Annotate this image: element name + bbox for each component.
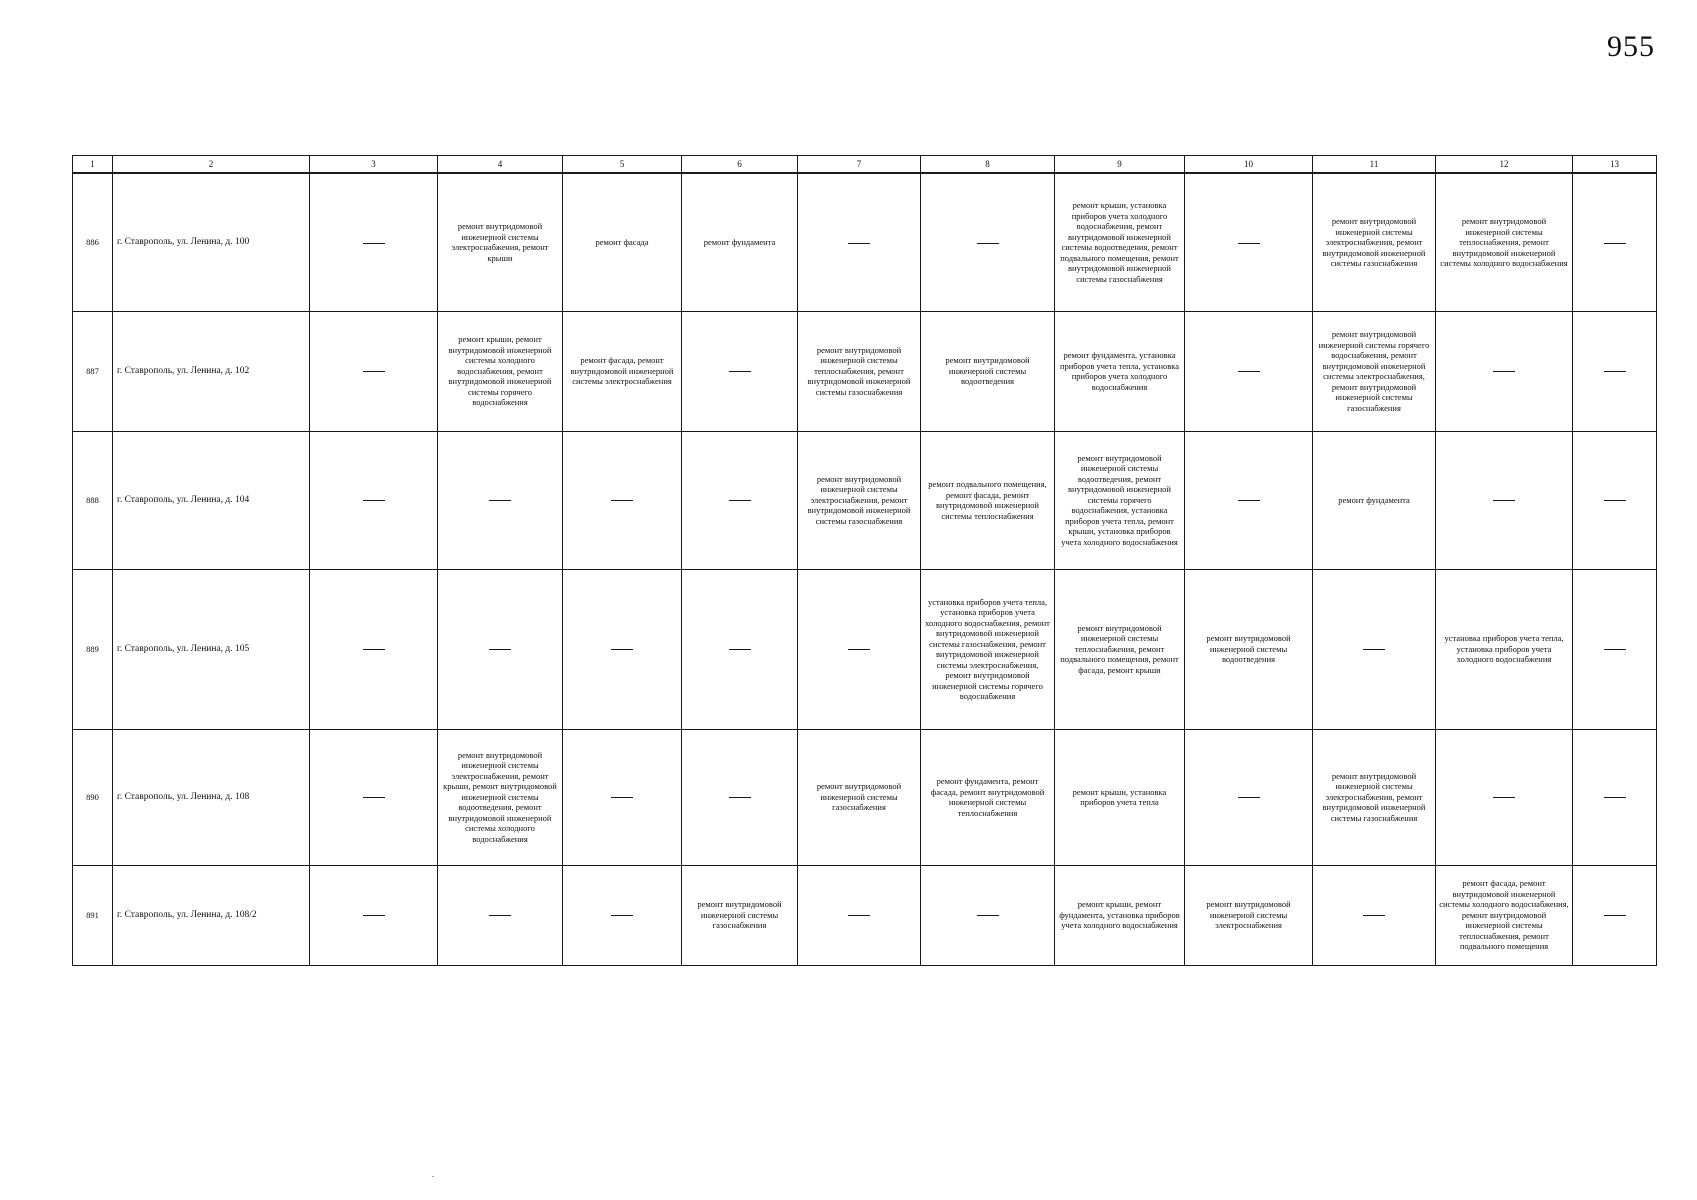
table-row [73, 431, 1657, 569]
work-description-text: ремонт внутридомовой инженерной системы водоотведения [945, 355, 1030, 387]
empty-dash-cell [310, 865, 438, 965]
work-description-cell [798, 431, 921, 569]
work-description-cell [798, 311, 921, 431]
empty-dash-cell [798, 569, 921, 729]
table-row [73, 865, 1657, 965]
empty-dash-cell [563, 729, 682, 865]
work-description-text: ремонт внутридомовой инженерной системы теплоснабжения, ремонт внутридомовой инженерной системы холодного водоснабжения [1440, 216, 1568, 268]
empty-dash-cell [1573, 311, 1657, 431]
work-description-cell [921, 729, 1055, 865]
empty-dash-cell [921, 173, 1055, 311]
work-description-text: ремонт крыши, установка приборов учета тепла [1072, 786, 1167, 807]
column-header: 1 [73, 156, 113, 174]
empty-dash-cell [682, 569, 798, 729]
dash-mark [848, 915, 870, 916]
empty-dash-cell [1313, 865, 1436, 965]
work-description-text: ремонт внутридомовой инженерной системы электроснабжения, ремонт внутридомовой инженерной системы газоснабжения [1322, 216, 1426, 268]
work-description-text: ремонт фасада, ремонт внутридомовой инженерной системы электроснабжения [570, 355, 674, 387]
address-cell: г. Ставрополь, ул. Ленина, д. 108 [113, 729, 310, 865]
empty-dash-cell [1185, 729, 1313, 865]
dash-mark [729, 649, 751, 650]
work-description-cell [1436, 569, 1573, 729]
dash-mark [1238, 243, 1260, 244]
column-header: 3 [310, 156, 438, 174]
dash-mark [363, 649, 385, 650]
work-description-cell [1055, 311, 1185, 431]
column-header: 2 [113, 156, 310, 174]
work-description-text: ремонт внутридомовой инженерной системы электроснабжения, ремонт внутридомовой инженерной системы газоснабжения [807, 473, 911, 526]
dash-mark [1238, 371, 1260, 372]
dash-mark [1604, 500, 1626, 501]
repair-schedule-table [72, 155, 1657, 966]
work-description-text: ремонт крыши, ремонт внутридомовой инженерной системы холодного водоснабжения, ремонт внутридомовой инженерной системы горячего водоснабжения [448, 334, 552, 408]
empty-dash-cell [438, 865, 563, 965]
dash-mark [729, 371, 751, 372]
row-number-cell: 886 [73, 173, 113, 311]
work-description-cell [563, 311, 682, 431]
dash-mark [489, 915, 511, 916]
column-header: 8 [921, 156, 1055, 174]
column-number-header-row [73, 156, 1657, 174]
empty-dash-cell [1573, 729, 1657, 865]
work-description-cell [1185, 569, 1313, 729]
work-description-text: ремонт крыши, ремонт фундамента, установка приборов учета холодного водоснабжения [1059, 899, 1180, 931]
page-number: 955 [1607, 30, 1655, 63]
work-description-text: ремонт внутридомовой инженерной системы газоснабжения [697, 899, 782, 931]
empty-dash-cell [563, 431, 682, 569]
table-row [73, 569, 1657, 729]
work-description-cell [1436, 865, 1573, 965]
dash-mark [1604, 797, 1626, 798]
empty-dash-cell [310, 311, 438, 431]
dash-mark [1493, 500, 1515, 501]
work-description-cell [1313, 729, 1436, 865]
empty-dash-cell [310, 729, 438, 865]
address-cell: г. Ставрополь, ул. Ленина, д. 104 [113, 431, 310, 569]
dash-mark [729, 797, 751, 798]
column-header: 7 [798, 156, 921, 174]
work-description-text: ремонт внутридомовой инженерной системы электроснабжения [1206, 899, 1291, 931]
repair-schedule-table-container [72, 155, 1656, 966]
column-header: 13 [1573, 156, 1657, 174]
dash-mark [1604, 243, 1626, 244]
address-cell: г. Ставрополь, ул. Ленина, д. 102 [113, 311, 310, 431]
empty-dash-cell [563, 569, 682, 729]
work-description-cell [682, 173, 798, 311]
dash-mark [1604, 915, 1626, 916]
work-description-cell [1055, 569, 1185, 729]
empty-dash-cell [1436, 729, 1573, 865]
empty-dash-cell [1573, 173, 1657, 311]
work-description-text: ремонт внутридомовой инженерной системы водоотведения [1206, 633, 1291, 665]
dash-mark [611, 649, 633, 650]
empty-dash-cell [798, 173, 921, 311]
address-cell: г. Ставрополь, ул. Ленина, д. 100 [113, 173, 310, 311]
empty-dash-cell [1436, 311, 1573, 431]
work-description-cell [1313, 311, 1436, 431]
work-description-cell [1185, 865, 1313, 965]
dash-mark [848, 649, 870, 650]
table-row [73, 173, 1657, 311]
empty-dash-cell [682, 431, 798, 569]
column-header: 10 [1185, 156, 1313, 174]
work-description-text: ремонт внутридомовой инженерной системы электроснабжения, ремонт внутридомовой инженерной системы газоснабжения [1322, 770, 1426, 823]
dash-mark [611, 797, 633, 798]
dash-mark [729, 500, 751, 501]
work-description-cell [1313, 431, 1436, 569]
work-description-cell [921, 431, 1055, 569]
table-row [73, 729, 1657, 865]
work-description-cell [1055, 173, 1185, 311]
work-description-cell [798, 729, 921, 865]
dash-mark [611, 500, 633, 501]
scan-mark: . [432, 1170, 434, 1179]
work-description-text: установка приборов учета тепла, установка приборов учета холодного водоснабжения [1444, 633, 1564, 665]
dash-mark [1493, 371, 1515, 372]
column-header: 12 [1436, 156, 1573, 174]
empty-dash-cell [1185, 311, 1313, 431]
empty-dash-cell [1185, 431, 1313, 569]
work-description-cell [1436, 173, 1573, 311]
column-header: 5 [563, 156, 682, 174]
row-number-cell: 889 [73, 569, 113, 729]
work-description-cell [438, 729, 563, 865]
work-description-text: ремонт внутридомовой инженерной системы газоснабжения [816, 781, 902, 813]
empty-dash-cell [1573, 865, 1657, 965]
address-cell: г. Ставрополь, ул. Ленина, д. 108/2 [113, 865, 310, 965]
dash-mark [977, 243, 999, 244]
work-description-text: ремонт крыши, установка приборов учета холодного водоснабжения, ремонт внутридомовой инженерной системы водоотведения, ремонт подвального помещения, ремонт внутридомовой инженерной системы газоснабжения [1060, 200, 1179, 284]
work-description-text: ремонт фундамента [1338, 494, 1410, 505]
work-description-text: ремонт внутридомовой инженерной системы горячего водоснабжения, ремонт внутридомовой инженерной системы электроснабжения, ремонт внутридомовой инженерной системы газоснабжения [1318, 329, 1430, 413]
work-description-text: установка приборов учета тепла, установка приборов учета холодного водоснабжения, ремонт внутридомовой инженерной системы газоснабжения, ремонт внутридомовой инженерной системы электроснабжения, ремонт внутридомовой инженерной системы горячего водоснабжения [925, 596, 1050, 701]
address-cell: г. Ставрополь, ул. Ленина, д. 105 [113, 569, 310, 729]
dash-mark [611, 915, 633, 916]
dash-mark [1363, 915, 1385, 916]
empty-dash-cell [1573, 569, 1657, 729]
empty-dash-cell [1573, 431, 1657, 569]
work-description-text: ремонт подвального помещения, ремонт фасада, ремонт внутридомовой инженерной системы теплоснабжения [928, 479, 1047, 521]
work-description-cell [438, 173, 563, 311]
dash-mark [1604, 649, 1626, 650]
empty-dash-cell [921, 865, 1055, 965]
column-header: 6 [682, 156, 798, 174]
row-number-cell: 887 [73, 311, 113, 431]
dash-mark [489, 649, 511, 650]
work-description-cell [438, 311, 563, 431]
dash-mark [1604, 371, 1626, 372]
row-number-cell: 890 [73, 729, 113, 865]
work-description-text: ремонт фундамента [703, 237, 776, 247]
work-description-text: ремонт внутридомовой инженерной системы теплоснабжения, ремонт внутридомовой инженерной системы газоснабжения [807, 344, 911, 397]
empty-dash-cell [1185, 173, 1313, 311]
work-description-text: ремонт внутридомовой инженерной системы водоотведения, ремонт внутридомовой инженерной системы горячего водоснабжения, установка приборов учета тепла, ремонт крыши, установка приборов учета холодного водоснабжения [1061, 452, 1178, 547]
empty-dash-cell [310, 173, 438, 311]
table-row [73, 311, 1657, 431]
dash-mark [848, 243, 870, 244]
dash-mark [1238, 500, 1260, 501]
empty-dash-cell [563, 865, 682, 965]
empty-dash-cell [438, 431, 563, 569]
empty-dash-cell [798, 865, 921, 965]
row-number-cell: 891 [73, 865, 113, 965]
work-description-cell [682, 865, 798, 965]
work-description-cell [1313, 173, 1436, 311]
empty-dash-cell [438, 569, 563, 729]
empty-dash-cell [310, 431, 438, 569]
work-description-cell [921, 569, 1055, 729]
empty-dash-cell [682, 311, 798, 431]
work-description-text: ремонт фасада, ремонт внутридомовой инженерной системы холодного водоснабжения, ремонт внутридомовой инженерной системы теплоснабжения, ремонт подвального помещения [1439, 878, 1569, 952]
dash-mark [363, 500, 385, 501]
column-header: 9 [1055, 156, 1185, 174]
dash-mark [1238, 797, 1260, 798]
column-header: 11 [1313, 156, 1436, 174]
work-description-text: ремонт фасада [595, 237, 649, 247]
empty-dash-cell [1436, 431, 1573, 569]
work-description-text: ремонт внутридомовой инженерной системы электроснабжения, ремонт крыши, ремонт внутридомовой инженерной системы водоотведения, ремонт внутридомовой инженерной системы холодного водоснабжения [443, 749, 557, 844]
dash-mark [363, 371, 385, 372]
work-description-text: ремонт фундамента, ремонт фасада, ремонт внутридомовой инженерной системы теплоснабжения [930, 776, 1045, 818]
dash-mark [489, 500, 511, 501]
empty-dash-cell [682, 729, 798, 865]
work-description-cell [1055, 729, 1185, 865]
work-description-cell [1055, 865, 1185, 965]
dash-mark [1363, 649, 1385, 650]
work-description-cell [1055, 431, 1185, 569]
work-description-cell [921, 311, 1055, 431]
work-description-text: ремонт внутридомовой инженерной системы теплоснабжения, ремонт подвального помещения, ремонт фасада, ремонт крыши [1060, 622, 1179, 675]
work-description-cell [563, 173, 682, 311]
column-header: 4 [438, 156, 563, 174]
dash-mark [363, 915, 385, 916]
empty-dash-cell [1313, 569, 1436, 729]
dash-mark [363, 243, 385, 244]
work-description-text: ремонт внутридомовой инженерной системы электроснабжения, ремонт крыши [451, 221, 549, 263]
empty-dash-cell [310, 569, 438, 729]
dash-mark [363, 797, 385, 798]
dash-mark [977, 915, 999, 916]
row-number-cell: 888 [73, 431, 113, 569]
work-description-text: ремонт фундамента, установка приборов учета тепла, установка приборов учета холодного водоснабжения [1059, 350, 1180, 392]
dash-mark [1493, 797, 1515, 798]
